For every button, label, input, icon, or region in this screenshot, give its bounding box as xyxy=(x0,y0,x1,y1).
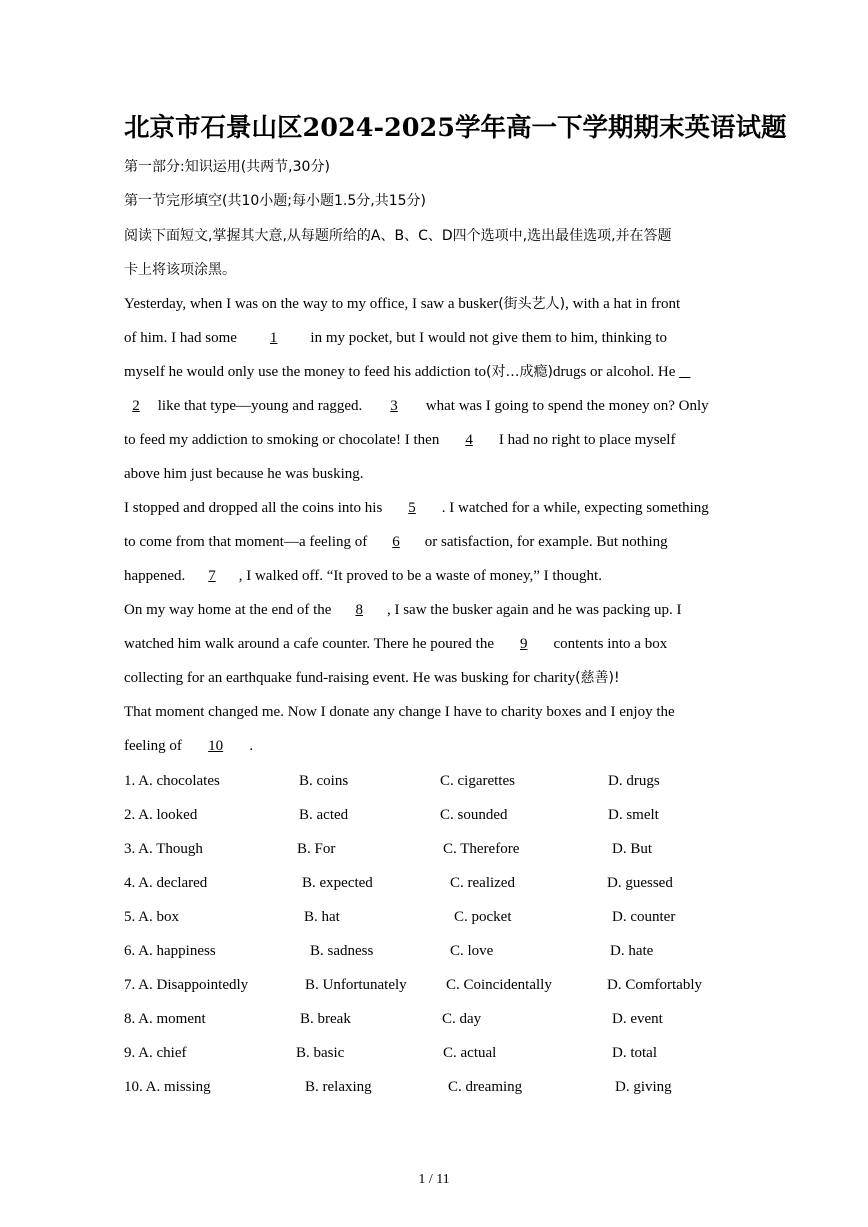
option-b: B. break xyxy=(300,1011,351,1027)
passage-line xyxy=(124,498,709,518)
option-d: D. counter xyxy=(612,909,676,925)
passage-text: what was I going to spend the money on? Only xyxy=(425,398,709,414)
question-stem: 2. A. looked xyxy=(124,807,198,823)
option-c: C. pocket xyxy=(454,909,512,925)
passage-line xyxy=(124,668,620,688)
question-stem: 1. A. chocolates xyxy=(124,773,220,789)
option-d: D. hate xyxy=(610,943,654,959)
question-stem: 7. A. Disappointedly xyxy=(124,977,249,993)
option-b: B. coins xyxy=(299,773,349,789)
option-d: D. smelt xyxy=(608,807,659,823)
option-d: D. drugs xyxy=(608,773,660,789)
question-stem: 9. A. chief xyxy=(124,1045,187,1061)
passage-line xyxy=(124,362,690,382)
passage-line xyxy=(124,532,668,552)
option-c: C. Therefore xyxy=(443,841,520,857)
blank-10: 10 xyxy=(208,738,224,754)
option-c: C. day xyxy=(442,1011,482,1027)
blank-2: 2 xyxy=(132,398,140,414)
passage-text: . I watched for a while, expecting something xyxy=(441,500,709,516)
question-stem: 4. A. declared xyxy=(124,875,208,891)
passage-text: feeling of xyxy=(124,738,182,754)
blank-1: 1 xyxy=(269,330,278,346)
passage-text: drugs or alcohol. He xyxy=(552,364,676,380)
option-c: C. dreaming xyxy=(448,1079,523,1095)
passage-line xyxy=(124,396,709,416)
passage-text: , I walked off. “It proved to be a waste of money,” I thought. xyxy=(238,568,602,584)
passage-text: Yesterday, when I was on the way to my office, I saw a busker xyxy=(124,296,499,312)
option-d: D. total xyxy=(612,1045,657,1061)
passage-text: of him. I had some xyxy=(124,330,237,346)
passage-gloss: (慈善)! xyxy=(575,670,620,686)
passage-text: , I saw the busker again and he was packing up. I xyxy=(386,602,682,618)
passage-text: collecting for an earthquake fund-raising event. He was busking for charity xyxy=(124,670,576,686)
option-c: C. cigarettes xyxy=(440,773,515,789)
passage-text: in my pocket, but I would not give them to him, thinking to xyxy=(310,330,668,346)
blank-8: 8 xyxy=(355,602,363,618)
passage-line: above him just because he was busking. xyxy=(124,466,364,482)
blank-7: 7 xyxy=(208,568,216,584)
passage-text: to come from that moment—a feeling of xyxy=(124,534,368,550)
question-stem: 6. A. happiness xyxy=(124,943,216,959)
passage-text: like that type—young and ragged. xyxy=(157,398,363,414)
option-b: B. hat xyxy=(304,909,340,925)
option-c: C. love xyxy=(450,943,494,959)
option-b: B. relaxing xyxy=(305,1079,372,1095)
option-b: B. Unfortunately xyxy=(305,977,407,993)
passage-line xyxy=(124,566,602,586)
option-d: D. But xyxy=(612,841,653,857)
blank-3: 3 xyxy=(390,398,398,414)
option-d: D. Comfortably xyxy=(607,977,702,993)
passage-text: , with a hat in front xyxy=(565,296,681,312)
passage-line xyxy=(124,328,667,348)
blank-9: 9 xyxy=(519,636,528,652)
option-b: B. acted xyxy=(299,807,349,823)
passage-line xyxy=(124,736,253,756)
passage-text: happened. xyxy=(124,568,186,584)
option-d: D. guessed xyxy=(607,875,673,891)
blank-6: 6 xyxy=(392,534,400,550)
passage-gloss: (街头艺人) xyxy=(498,296,566,312)
passage-gloss: (对…成瘾) xyxy=(486,364,553,380)
question-stem: 5. A. box xyxy=(124,909,180,925)
section-heading: 第一部分:知识运用(共两节,30分) xyxy=(124,159,330,175)
passage-line xyxy=(124,294,680,314)
passage-text: myself he would only use the money to feed his addiction to xyxy=(124,364,487,380)
option-b: B. expected xyxy=(302,875,373,891)
option-c: C. actual xyxy=(443,1045,497,1061)
option-c: C. realized xyxy=(450,875,515,891)
blank-5: 5 xyxy=(408,500,416,516)
passage-text: to feed my addiction to smoking or chocolate! I then xyxy=(124,432,440,448)
passage-line xyxy=(124,634,667,654)
option-b: B. For xyxy=(297,841,336,857)
option-b: B. sadness xyxy=(310,943,374,959)
passage-text: I stopped and dropped all the coins into his xyxy=(124,500,383,516)
passage-text: contents into a box xyxy=(553,636,668,652)
option-d: D. giving xyxy=(615,1079,672,1095)
option-c: C. sounded xyxy=(440,807,508,823)
question-stem: 10. A. missing xyxy=(124,1079,211,1095)
blank-4: 4 xyxy=(465,432,473,448)
page-title: 北京市石景山区2024-2025学年高一下学期期末英语试题 xyxy=(124,113,787,143)
passage-text: . xyxy=(249,738,254,754)
instructions-line-2: 卡上将该项涂黑。 xyxy=(124,262,236,278)
instructions-line-1: 阅读下面短文,掌握其大意,从每题所给的A、B、C、D四个选项中,选出最佳选项,并在答题 xyxy=(124,228,672,244)
option-b: B. basic xyxy=(296,1045,345,1061)
passage-text: I had no right to place myself xyxy=(498,432,676,448)
question-stem: 3. A. Though xyxy=(124,841,203,857)
passage-text: watched him walk around a cafe counter. There he poured the xyxy=(124,636,494,652)
option-c: C. Coincidentally xyxy=(446,977,552,993)
passage-line xyxy=(124,430,675,450)
subsection-heading: 第一节完形填空(共10小题;每小题1.5分,共15分) xyxy=(124,193,426,209)
page-number: 1 / 11 xyxy=(418,1172,450,1187)
question-stem: 8. A. moment xyxy=(124,1011,206,1027)
passage-text: or satisfaction, for example. But nothing xyxy=(424,534,668,550)
passage-line xyxy=(124,600,681,620)
passage-text: On my way home at the end of the xyxy=(124,602,332,618)
option-d: D. event xyxy=(612,1011,663,1027)
passage-line: That moment changed me. Now I donate any change I have to charity boxes and I enjoy the xyxy=(124,704,675,720)
